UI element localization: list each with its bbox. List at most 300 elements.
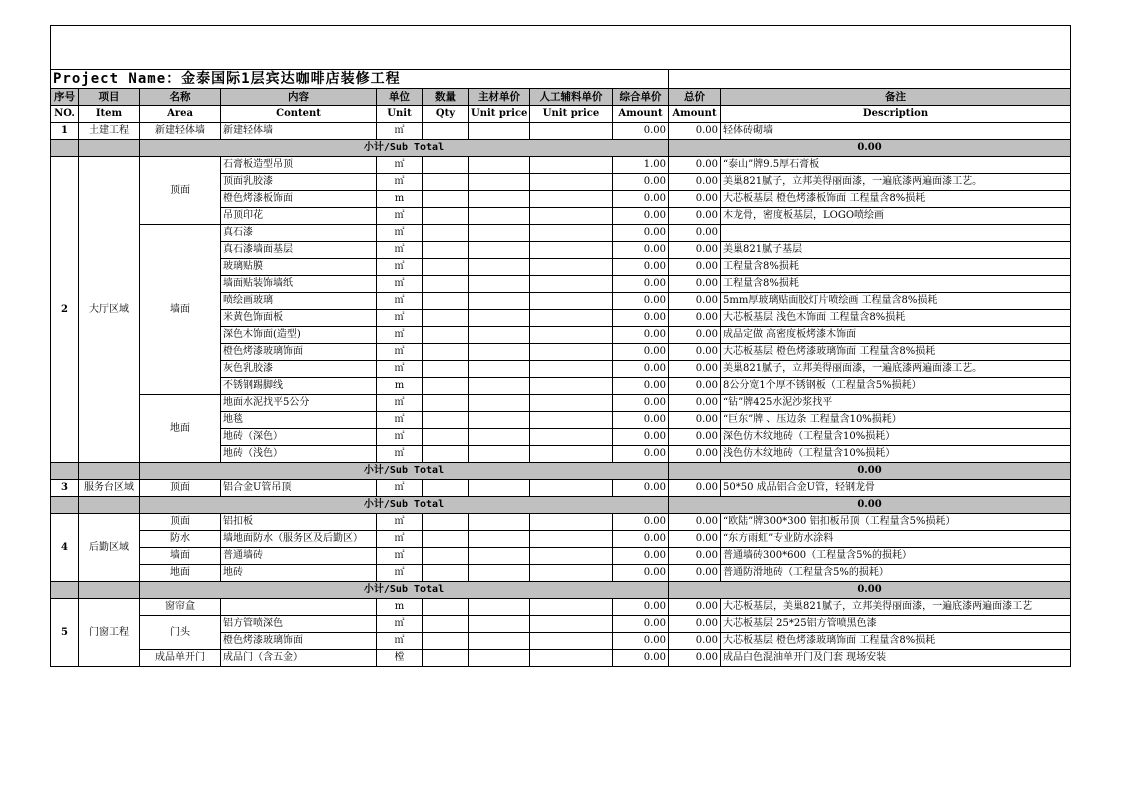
table-row: [51, 565, 1071, 582]
content-cell: 铝合金U管吊顶: [221, 480, 377, 497]
unit-cell: ㎡: [377, 157, 423, 174]
labor-price-cell: [530, 293, 613, 310]
description-cell: 大芯板基层 橙色烤漆板饰面 工程量含8%损耗: [721, 191, 1071, 208]
main-price-cell: [469, 429, 530, 446]
total-cell: 0.00: [669, 412, 721, 429]
qty-cell: [423, 293, 469, 310]
rate-cell: 0.00: [613, 565, 669, 582]
total-cell: 0.00: [669, 633, 721, 650]
rate-cell: 0.00: [613, 242, 669, 259]
content-cell: 喷绘画玻璃: [221, 293, 377, 310]
subtotal-label: 小计/Sub Total: [140, 582, 669, 599]
content-cell: 铝方管喷深色: [221, 616, 377, 633]
description-cell: 工程量含8%损耗: [721, 259, 1071, 276]
qty-cell: [423, 157, 469, 174]
rate-cell: 0.00: [613, 191, 669, 208]
labor-price-cell: [530, 412, 613, 429]
qty-cell: [423, 633, 469, 650]
subtotal-label: 小计/Sub Total: [140, 463, 669, 480]
main-price-cell: [469, 361, 530, 378]
total-cell: 0.00: [669, 650, 721, 667]
title-gap-cell: [613, 70, 669, 89]
header-cell: 备注: [721, 89, 1071, 106]
subtotal-row: [51, 463, 1071, 480]
unit-cell: ㎡: [377, 174, 423, 191]
rate-cell: 0.00: [613, 616, 669, 633]
unit-cell: ㎡: [377, 242, 423, 259]
total-cell: 0.00: [669, 514, 721, 531]
total-cell: 0.00: [669, 123, 721, 140]
qty-cell: [423, 191, 469, 208]
subtotal-row: [51, 582, 1071, 599]
table-row: [51, 157, 1071, 174]
total-cell: 0.00: [669, 310, 721, 327]
content-cell: 玻璃贴膜: [221, 259, 377, 276]
quotation-table: [50, 25, 1071, 667]
labor-price-cell: [530, 378, 613, 395]
content-cell: 橙色烤漆玻璃饰面: [221, 633, 377, 650]
subtotal-value: 0.00: [669, 140, 1071, 157]
labor-price-cell: [530, 174, 613, 191]
main-price-cell: [469, 174, 530, 191]
table-row: [51, 480, 1071, 497]
qty-cell: [423, 259, 469, 276]
rate-cell: 0.00: [613, 378, 669, 395]
description-cell: 大芯板基层 橙色烤漆玻璃饰面 工程量含8%损耗: [721, 344, 1071, 361]
qty-cell: [423, 446, 469, 463]
rate-cell: 1.00: [613, 157, 669, 174]
labor-price-cell: [530, 310, 613, 327]
labor-price-cell: [530, 395, 613, 412]
rate-cell: 0.00: [613, 599, 669, 616]
description-cell: 5mm厚玻璃贴面胶灯片喷绘画 工程量含8%损耗: [721, 293, 1071, 310]
total-cell: 0.00: [669, 531, 721, 548]
qty-cell: [423, 565, 469, 582]
header-cell: 名称: [140, 89, 221, 106]
main-price-cell: [469, 599, 530, 616]
main-price-cell: [469, 157, 530, 174]
description-cell: “东方雨虹”专业防水涂料: [721, 531, 1071, 548]
rate-cell: 0.00: [613, 174, 669, 191]
labor-price-cell: [530, 599, 613, 616]
qty-cell: [423, 123, 469, 140]
labor-price-cell: [530, 242, 613, 259]
total-cell: 0.00: [669, 480, 721, 497]
table-row: [51, 123, 1071, 140]
header-cell: 人工辅料单价: [530, 89, 613, 106]
subtotal-value: 0.00: [669, 463, 1071, 480]
total-cell: 0.00: [669, 242, 721, 259]
labor-price-cell: [530, 616, 613, 633]
item-cell: 土建工程: [79, 123, 140, 140]
subtotal-empty: [79, 582, 140, 599]
rate-cell: 0.00: [613, 208, 669, 225]
total-cell: 0.00: [669, 174, 721, 191]
content-cell: 铝扣板: [221, 514, 377, 531]
table-row: [51, 225, 1071, 242]
table-row: [51, 548, 1071, 565]
main-price-cell: [469, 293, 530, 310]
header-cell-en: Unit price: [530, 106, 613, 123]
unit-cell: ㎡: [377, 395, 423, 412]
labor-price-cell: [530, 259, 613, 276]
rate-cell: 0.00: [613, 276, 669, 293]
rate-cell: 0.00: [613, 650, 669, 667]
labor-price-cell: [530, 123, 613, 140]
description-cell: 木龙骨，密度板基层，LOGO喷绘画: [721, 208, 1071, 225]
subtotal-empty: [79, 497, 140, 514]
unit-cell: ㎡: [377, 361, 423, 378]
rate-cell: 0.00: [613, 225, 669, 242]
header-cell-en: Amount: [669, 106, 721, 123]
subtotal-row: [51, 140, 1071, 157]
unit-cell: ㎡: [377, 480, 423, 497]
item-cell: 大厅区域: [79, 157, 140, 463]
content-cell: 新建轻体墙: [221, 123, 377, 140]
description-cell: 8公分宽1个厚不锈钢板（工程量含5%损耗）: [721, 378, 1071, 395]
labor-price-cell: [530, 633, 613, 650]
main-price-cell: [469, 633, 530, 650]
item-cell: 后勤区域: [79, 514, 140, 582]
content-cell: 橙色烤漆玻璃饰面: [221, 344, 377, 361]
rate-cell: 0.00: [613, 633, 669, 650]
qty-cell: [423, 225, 469, 242]
qty-cell: [423, 327, 469, 344]
unit-cell: ㎡: [377, 344, 423, 361]
header-cell-en: Unit: [377, 106, 423, 123]
rate-cell: 0.00: [613, 531, 669, 548]
subtotal-empty: [79, 140, 140, 157]
main-price-cell: [469, 123, 530, 140]
area-cell: 窗帘盒: [140, 599, 221, 616]
total-cell: 0.00: [669, 157, 721, 174]
total-cell: 0.00: [669, 395, 721, 412]
unit-cell: ㎡: [377, 259, 423, 276]
qty-cell: [423, 514, 469, 531]
content-cell: [221, 599, 377, 616]
total-cell: 0.00: [669, 208, 721, 225]
qty-cell: [423, 616, 469, 633]
table-row: [51, 599, 1071, 616]
header-cell-en: Item: [79, 106, 140, 123]
qty-cell: [423, 174, 469, 191]
description-cell: “泰山”牌9.5厚石膏板: [721, 157, 1071, 174]
row-number: 3: [51, 480, 79, 497]
main-price-cell: [469, 480, 530, 497]
total-cell: 0.00: [669, 293, 721, 310]
row-number: 5: [51, 599, 79, 667]
header-cell-en: Area: [140, 106, 221, 123]
content-cell: 灰色乳胶漆: [221, 361, 377, 378]
table-row: [51, 531, 1071, 548]
unit-cell: 樘: [377, 650, 423, 667]
area-cell: 墙面: [140, 225, 221, 395]
main-price-cell: [469, 310, 530, 327]
header-cell: 内容: [221, 89, 377, 106]
content-cell: 成品门（含五金）: [221, 650, 377, 667]
qty-cell: [423, 361, 469, 378]
table-row: [51, 395, 1071, 412]
labor-price-cell: [530, 650, 613, 667]
title-gap-cell: [669, 70, 1071, 89]
content-cell: 普通墙砖: [221, 548, 377, 565]
main-price-cell: [469, 242, 530, 259]
table-row: [51, 616, 1071, 633]
area-cell: 顶面: [140, 514, 221, 531]
subtotal-label: 小计/Sub Total: [140, 140, 669, 157]
area-cell: 顶面: [140, 157, 221, 225]
content-cell: 石膏板造型吊顶: [221, 157, 377, 174]
content-cell: 真石漆: [221, 225, 377, 242]
main-price-cell: [469, 327, 530, 344]
area-cell: 新建轻体墙: [140, 123, 221, 140]
row-number: 1: [51, 123, 79, 140]
main-price-cell: [469, 344, 530, 361]
header-cell-en: Description: [721, 106, 1071, 123]
description-cell: 浅色仿木纹地砖（工程量含10%损耗）: [721, 446, 1071, 463]
labor-price-cell: [530, 208, 613, 225]
item-cell: 门窗工程: [79, 599, 140, 667]
main-price-cell: [469, 276, 530, 293]
subtotal-value: 0.00: [669, 582, 1071, 599]
main-price-cell: [469, 548, 530, 565]
total-cell: 0.00: [669, 276, 721, 293]
total-cell: 0.00: [669, 225, 721, 242]
header-cell-en: NO.: [51, 106, 79, 123]
description-cell: “欧陆”牌300*300 铝扣板吊顶（工程量含5%损耗）: [721, 514, 1071, 531]
labor-price-cell: [530, 480, 613, 497]
content-cell: 不锈钢踢脚线: [221, 378, 377, 395]
header-cell: 综合单价: [613, 89, 669, 106]
header-row-chinese: [51, 89, 1071, 106]
content-cell: 真石漆墙面基层: [221, 242, 377, 259]
labor-price-cell: [530, 344, 613, 361]
qty-cell: [423, 310, 469, 327]
area-cell: 成品单开门: [140, 650, 221, 667]
rate-cell: 0.00: [613, 446, 669, 463]
header-cell-en: Unit price: [469, 106, 530, 123]
rate-cell: 0.00: [613, 327, 669, 344]
rate-cell: 0.00: [613, 293, 669, 310]
unit-cell: m: [377, 191, 423, 208]
unit-cell: ㎡: [377, 548, 423, 565]
total-cell: 0.00: [669, 599, 721, 616]
unit-cell: ㎡: [377, 293, 423, 310]
content-cell: 米黄色饰面板: [221, 310, 377, 327]
header-cell-en: Content: [221, 106, 377, 123]
main-price-cell: [469, 531, 530, 548]
blank-header-area: [51, 26, 1071, 70]
qty-cell: [423, 429, 469, 446]
unit-cell: m: [377, 378, 423, 395]
total-cell: 0.00: [669, 259, 721, 276]
unit-cell: ㎡: [377, 531, 423, 548]
header-cell: 总价: [669, 89, 721, 106]
total-cell: 0.00: [669, 616, 721, 633]
total-cell: 0.00: [669, 361, 721, 378]
header-row-english: [51, 106, 1071, 123]
table-row: [51, 514, 1071, 531]
qty-cell: [423, 412, 469, 429]
subtotal-row: [51, 497, 1071, 514]
subtotal-label: 小计/Sub Total: [140, 497, 669, 514]
qty-cell: [423, 242, 469, 259]
rate-cell: 0.00: [613, 548, 669, 565]
main-price-cell: [469, 514, 530, 531]
description-cell: “钻”牌425水泥沙浆找平: [721, 395, 1071, 412]
description-cell: 轻体砖砌墙: [721, 123, 1071, 140]
qty-cell: [423, 395, 469, 412]
description-cell: “巨东”牌 、压边条 工程量含10%损耗）: [721, 412, 1071, 429]
labor-price-cell: [530, 446, 613, 463]
labor-price-cell: [530, 565, 613, 582]
description-cell: 普通墙砖300*600（工程量含5%的损耗）: [721, 548, 1071, 565]
total-cell: 0.00: [669, 446, 721, 463]
header-cell: 单位: [377, 89, 423, 106]
labor-price-cell: [530, 531, 613, 548]
area-cell: 地面: [140, 395, 221, 463]
content-cell: 墙面贴装饰墙纸: [221, 276, 377, 293]
row-number: 4: [51, 514, 79, 582]
total-cell: 0.00: [669, 191, 721, 208]
labor-price-cell: [530, 429, 613, 446]
qty-cell: [423, 378, 469, 395]
subtotal-empty: [51, 140, 79, 157]
unit-cell: m: [377, 599, 423, 616]
total-cell: 0.00: [669, 327, 721, 344]
header-cell: 序号: [51, 89, 79, 106]
rate-cell: 0.00: [613, 361, 669, 378]
row-number: 2: [51, 157, 79, 463]
qty-cell: [423, 599, 469, 616]
rate-cell: 0.00: [613, 514, 669, 531]
qty-cell: [423, 480, 469, 497]
area-cell: 墙面: [140, 548, 221, 565]
total-cell: 0.00: [669, 378, 721, 395]
unit-cell: ㎡: [377, 412, 423, 429]
content-cell: 吊顶印花: [221, 208, 377, 225]
description-cell: 成品白色混油单开门及门套 现场安装: [721, 650, 1071, 667]
description-cell: 美巢821腻子，立邦美得丽面漆，一遍底漆两遍面漆工艺。: [721, 174, 1071, 191]
unit-cell: ㎡: [377, 616, 423, 633]
rate-cell: 0.00: [613, 480, 669, 497]
description-cell: 50*50 成品铝合金U管，轻钢龙骨: [721, 480, 1071, 497]
description-cell: 成品定做 高密度板烤漆木饰面: [721, 327, 1071, 344]
main-price-cell: [469, 225, 530, 242]
main-price-cell: [469, 395, 530, 412]
header-cell: 主材单价: [469, 89, 530, 106]
main-price-cell: [469, 378, 530, 395]
rate-cell: 0.00: [613, 412, 669, 429]
main-price-cell: [469, 565, 530, 582]
content-cell: 地砖（浅色）: [221, 446, 377, 463]
description-cell: [721, 225, 1071, 242]
unit-cell: ㎡: [377, 429, 423, 446]
project-title: Project Name：金泰国际1层宾达咖啡店装修工程: [51, 70, 613, 89]
content-cell: 橙色烤漆板饰面: [221, 191, 377, 208]
area-cell: 防水: [140, 531, 221, 548]
labor-price-cell: [530, 225, 613, 242]
header-cell: 项目: [79, 89, 140, 106]
unit-cell: ㎡: [377, 327, 423, 344]
qty-cell: [423, 548, 469, 565]
subtotal-empty: [79, 463, 140, 480]
qty-cell: [423, 276, 469, 293]
labor-price-cell: [530, 327, 613, 344]
subtotal-value: 0.00: [669, 497, 1071, 514]
description-cell: 大芯板基层 25*25铝方管喷黑色漆: [721, 616, 1071, 633]
description-cell: 美巢821腻子，立邦美得丽面漆，一遍底漆两遍面漆工艺。: [721, 361, 1071, 378]
main-price-cell: [469, 208, 530, 225]
qty-cell: [423, 650, 469, 667]
unit-cell: ㎡: [377, 276, 423, 293]
description-cell: 大芯板基层 橙色烤漆玻璃饰面 工程量含8%损耗: [721, 633, 1071, 650]
main-price-cell: [469, 191, 530, 208]
labor-price-cell: [530, 191, 613, 208]
description-cell: 美巢821腻子基层: [721, 242, 1071, 259]
qty-cell: [423, 344, 469, 361]
subtotal-empty: [51, 463, 79, 480]
rate-cell: 0.00: [613, 259, 669, 276]
rate-cell: 0.00: [613, 344, 669, 361]
area-cell: 地面: [140, 565, 221, 582]
labor-price-cell: [530, 157, 613, 174]
rate-cell: 0.00: [613, 123, 669, 140]
labor-price-cell: [530, 361, 613, 378]
main-price-cell: [469, 446, 530, 463]
unit-cell: ㎡: [377, 225, 423, 242]
unit-cell: ㎡: [377, 565, 423, 582]
main-price-cell: [469, 412, 530, 429]
content-cell: 地砖（深色）: [221, 429, 377, 446]
labor-price-cell: [530, 548, 613, 565]
rate-cell: 0.00: [613, 395, 669, 412]
content-cell: 地面水泥找平5公分: [221, 395, 377, 412]
header-cell-en: Amount: [613, 106, 669, 123]
total-cell: 0.00: [669, 429, 721, 446]
labor-price-cell: [530, 514, 613, 531]
subtotal-empty: [51, 582, 79, 599]
content-cell: 墙地面防水（服务区及后勤区）: [221, 531, 377, 548]
unit-cell: ㎡: [377, 208, 423, 225]
total-cell: 0.00: [669, 344, 721, 361]
qty-cell: [423, 531, 469, 548]
area-cell: 顶面: [140, 480, 221, 497]
description-cell: 深色仿木纹地砖（工程量含10%损耗）: [721, 429, 1071, 446]
item-cell: 服务台区域: [79, 480, 140, 497]
main-price-cell: [469, 650, 530, 667]
unit-cell: ㎡: [377, 514, 423, 531]
qty-cell: [423, 208, 469, 225]
subtotal-empty: [51, 497, 79, 514]
area-cell: 门头: [140, 616, 221, 650]
unit-cell: ㎡: [377, 446, 423, 463]
unit-cell: ㎡: [377, 633, 423, 650]
rate-cell: 0.00: [613, 310, 669, 327]
description-cell: 大芯板基层，美巢821腻子，立邦美得丽面漆，一遍底漆两遍面漆工艺: [721, 599, 1071, 616]
header-cell: 数量: [423, 89, 469, 106]
table-row: [51, 650, 1071, 667]
content-cell: 地毯: [221, 412, 377, 429]
quotation-sheet: [50, 25, 1071, 667]
description-cell: 普通防滑地砖（工程量含5%的损耗）: [721, 565, 1071, 582]
content-cell: 深色木饰面(造型): [221, 327, 377, 344]
total-cell: 0.00: [669, 548, 721, 565]
rate-cell: 0.00: [613, 429, 669, 446]
unit-cell: ㎡: [377, 123, 423, 140]
main-price-cell: [469, 616, 530, 633]
description-cell: 工程量含8%损耗: [721, 276, 1071, 293]
